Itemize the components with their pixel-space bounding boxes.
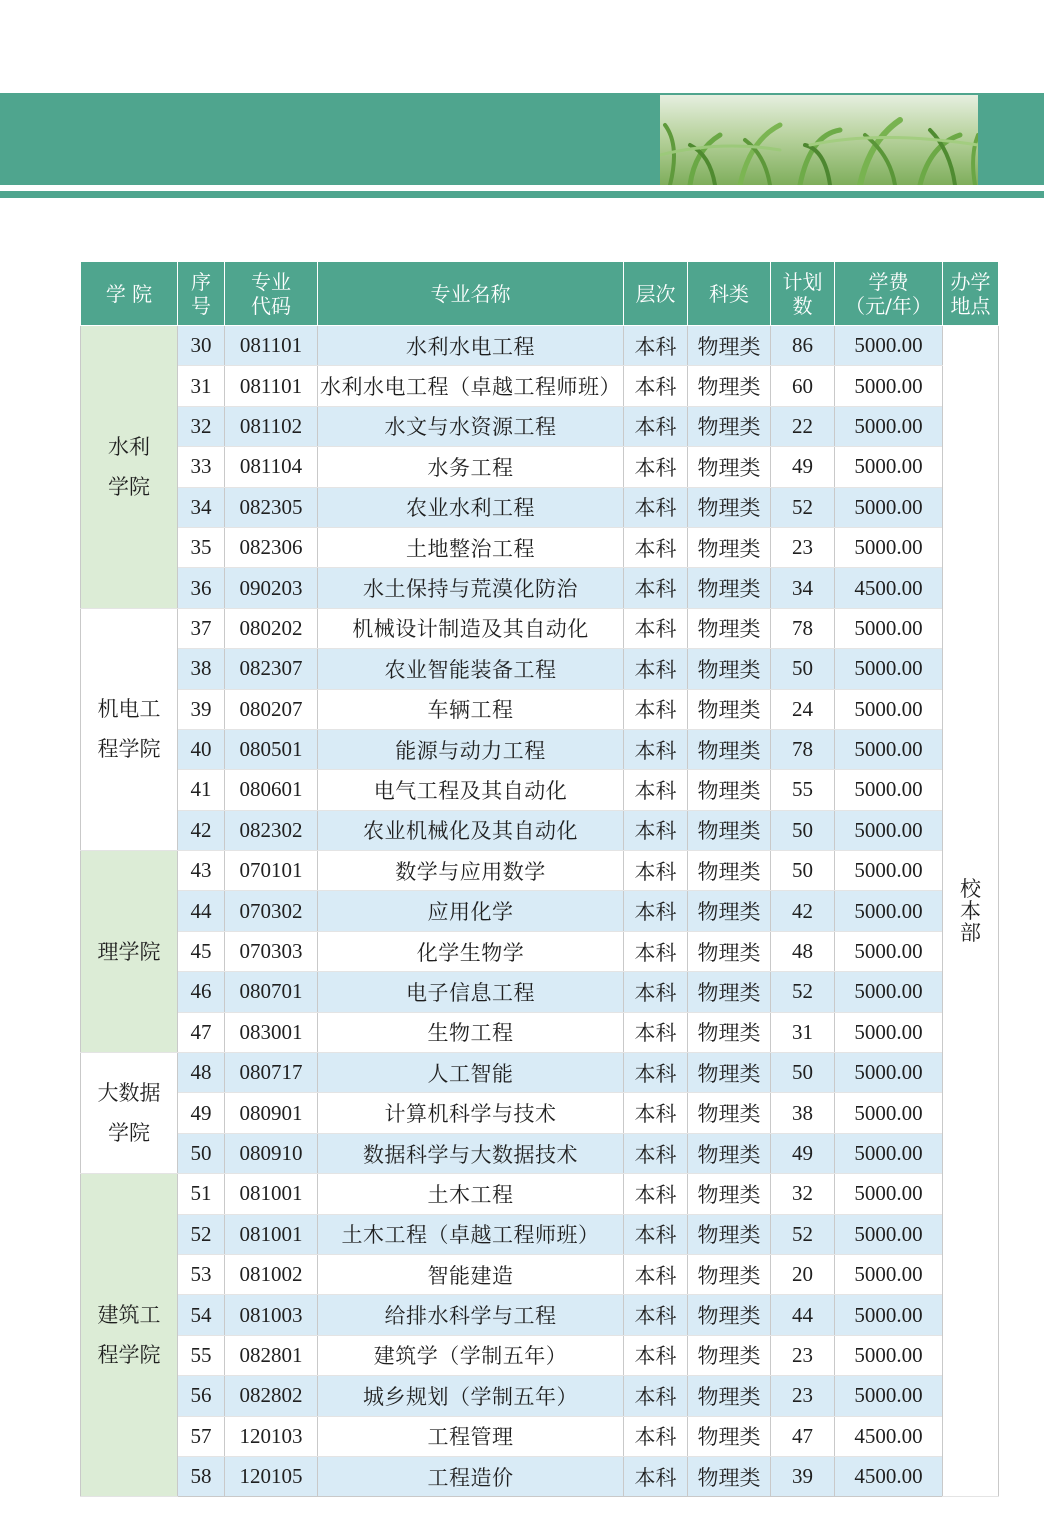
table-row	[81, 1012, 999, 1052]
tuition-cell: 5000.00	[835, 406, 943, 446]
table-row	[81, 608, 999, 648]
seq-cell: 40	[178, 729, 225, 769]
tuition-cell: 5000.00	[835, 891, 943, 931]
table-row	[81, 406, 999, 446]
code-cell: 083001	[225, 1012, 318, 1052]
level-cell: 本科	[624, 487, 688, 527]
tuition-cell: 5000.00	[835, 810, 943, 850]
tuition-cell: 5000.00	[835, 851, 943, 891]
level-cell: 本科	[624, 1214, 688, 1254]
seq-cell: 55	[178, 1335, 225, 1375]
major-name-cell: 车辆工程	[318, 689, 624, 729]
col-code: 专业 代码	[225, 262, 318, 326]
level-cell: 本科	[624, 891, 688, 931]
col-name: 专业名称	[318, 262, 624, 326]
tuition-cell: 5000.00	[835, 1133, 943, 1173]
plan-count-cell: 78	[771, 608, 835, 648]
tuition-cell: 5000.00	[835, 1376, 943, 1416]
plan-count-cell: 86	[771, 326, 835, 366]
major-name-cell: 土木工程（卓越工程师班）	[318, 1214, 624, 1254]
level-cell: 本科	[624, 972, 688, 1012]
table-row	[81, 1254, 999, 1294]
table-header-row	[81, 262, 999, 326]
plan-count-cell: 22	[771, 406, 835, 446]
tuition-cell: 5000.00	[835, 1174, 943, 1214]
seq-cell: 32	[178, 406, 225, 446]
level-cell: 本科	[624, 1133, 688, 1173]
level-cell: 本科	[624, 931, 688, 971]
enrollment-plan-table	[80, 261, 999, 1497]
category-cell: 物理类	[688, 608, 771, 648]
category-cell: 物理类	[688, 1295, 771, 1335]
level-cell: 本科	[624, 366, 688, 406]
seq-cell: 44	[178, 891, 225, 931]
seq-cell: 48	[178, 1053, 225, 1093]
table-row	[81, 931, 999, 971]
col-campus: 办学 地点	[943, 262, 999, 326]
college-cell: 建筑工 程学院	[81, 1174, 178, 1497]
table-row	[81, 1214, 999, 1254]
seq-cell: 53	[178, 1254, 225, 1294]
seq-cell: 30	[178, 326, 225, 366]
category-cell: 物理类	[688, 568, 771, 608]
level-cell: 本科	[624, 406, 688, 446]
tuition-cell: 5000.00	[835, 972, 943, 1012]
plan-count-cell: 50	[771, 810, 835, 850]
category-cell: 物理类	[688, 1376, 771, 1416]
plan-count-cell: 50	[771, 649, 835, 689]
tuition-cell: 5000.00	[835, 649, 943, 689]
level-cell: 本科	[624, 1456, 688, 1496]
major-name-cell: 城乡规划（学制五年）	[318, 1376, 624, 1416]
level-cell: 本科	[624, 1174, 688, 1214]
level-cell: 本科	[624, 608, 688, 648]
plan-count-cell: 50	[771, 1053, 835, 1093]
table-row	[81, 447, 999, 487]
category-cell: 物理类	[688, 931, 771, 971]
category-cell: 物理类	[688, 487, 771, 527]
college-cell: 机电工 程学院	[81, 608, 178, 850]
plan-count-cell: 44	[771, 1295, 835, 1335]
category-cell: 物理类	[688, 1456, 771, 1496]
college-cell: 大数据 学院	[81, 1053, 178, 1174]
tuition-cell: 5000.00	[835, 447, 943, 487]
table-row	[81, 1376, 999, 1416]
code-cell: 081101	[225, 326, 318, 366]
major-name-cell: 水利水电工程（卓越工程师班）	[318, 366, 624, 406]
level-cell: 本科	[624, 527, 688, 567]
col-fee: 学费 （元/年）	[835, 262, 943, 326]
major-name-cell: 应用化学	[318, 891, 624, 931]
code-cell: 120105	[225, 1456, 318, 1496]
code-cell: 081104	[225, 447, 318, 487]
code-cell: 080701	[225, 972, 318, 1012]
major-name-cell: 电气工程及其自动化	[318, 770, 624, 810]
code-cell: 081002	[225, 1254, 318, 1294]
code-cell: 070303	[225, 931, 318, 971]
tuition-cell: 5000.00	[835, 1295, 943, 1335]
level-cell: 本科	[624, 1053, 688, 1093]
seq-cell: 45	[178, 931, 225, 971]
level-cell: 本科	[624, 1335, 688, 1375]
table-row	[81, 851, 999, 891]
seq-cell: 52	[178, 1214, 225, 1254]
major-name-cell: 建筑学（学制五年）	[318, 1335, 624, 1375]
category-cell: 物理类	[688, 851, 771, 891]
category-cell: 物理类	[688, 366, 771, 406]
code-cell: 081102	[225, 406, 318, 446]
code-cell: 070302	[225, 891, 318, 931]
major-name-cell: 土地整治工程	[318, 527, 624, 567]
major-name-cell: 智能建造	[318, 1254, 624, 1294]
seq-cell: 33	[178, 447, 225, 487]
plan-count-cell: 49	[771, 1133, 835, 1173]
code-cell: 082305	[225, 487, 318, 527]
col-college: 学 院	[81, 262, 178, 326]
major-name-cell: 能源与动力工程	[318, 729, 624, 769]
tuition-cell: 5000.00	[835, 608, 943, 648]
plan-count-cell: 39	[771, 1456, 835, 1496]
category-cell: 物理类	[688, 649, 771, 689]
table-row	[81, 366, 999, 406]
plan-count-cell: 50	[771, 851, 835, 891]
seq-cell: 49	[178, 1093, 225, 1133]
level-cell: 本科	[624, 689, 688, 729]
tuition-cell: 5000.00	[835, 729, 943, 769]
table-row	[81, 1133, 999, 1173]
level-cell: 本科	[624, 810, 688, 850]
col-category: 科类	[688, 262, 771, 326]
level-cell: 本科	[624, 1254, 688, 1294]
table-row	[81, 891, 999, 931]
table-row	[81, 770, 999, 810]
table-row	[81, 568, 999, 608]
col-level: 层次	[624, 262, 688, 326]
header-rule	[0, 191, 1044, 198]
category-cell: 物理类	[688, 689, 771, 729]
category-cell: 物理类	[688, 406, 771, 446]
seq-cell: 51	[178, 1174, 225, 1214]
plan-count-cell: 34	[771, 568, 835, 608]
tuition-cell: 5000.00	[835, 1254, 943, 1294]
table-row	[81, 527, 999, 567]
code-cell: 082801	[225, 1335, 318, 1375]
category-cell: 物理类	[688, 447, 771, 487]
tuition-cell: 5000.00	[835, 770, 943, 810]
seq-cell: 50	[178, 1133, 225, 1173]
major-name-cell: 人工智能	[318, 1053, 624, 1093]
col-plan: 计划 数	[771, 262, 835, 326]
seq-cell: 54	[178, 1295, 225, 1335]
category-cell: 物理类	[688, 1093, 771, 1133]
category-cell: 物理类	[688, 1214, 771, 1254]
major-name-cell: 农业机械化及其自动化	[318, 810, 624, 850]
plan-count-cell: 55	[771, 770, 835, 810]
major-name-cell: 给排水科学与工程	[318, 1295, 624, 1335]
plan-count-cell: 52	[771, 487, 835, 527]
plan-count-cell: 23	[771, 1376, 835, 1416]
seq-cell: 35	[178, 527, 225, 567]
table-row	[81, 1416, 999, 1456]
seq-cell: 38	[178, 649, 225, 689]
plan-count-cell: 23	[771, 527, 835, 567]
seq-cell: 37	[178, 608, 225, 648]
code-cell: 080601	[225, 770, 318, 810]
major-name-cell: 农业智能装备工程	[318, 649, 624, 689]
code-cell: 080910	[225, 1133, 318, 1173]
table-row	[81, 487, 999, 527]
code-cell: 080501	[225, 729, 318, 769]
code-cell: 082302	[225, 810, 318, 850]
tuition-cell: 4500.00	[835, 1456, 943, 1496]
table-row	[81, 1174, 999, 1214]
plan-count-cell: 52	[771, 1214, 835, 1254]
major-name-cell: 数学与应用数学	[318, 851, 624, 891]
seq-cell: 56	[178, 1376, 225, 1416]
table-row	[81, 326, 999, 366]
tuition-cell: 5000.00	[835, 326, 943, 366]
code-cell: 081001	[225, 1174, 318, 1214]
major-name-cell: 计算机科学与技术	[318, 1093, 624, 1133]
college-cell: 水利 学院	[81, 326, 178, 609]
code-cell: 080202	[225, 608, 318, 648]
table-row	[81, 1053, 999, 1093]
code-cell: 120103	[225, 1416, 318, 1456]
major-name-cell: 工程造价	[318, 1456, 624, 1496]
seq-cell: 34	[178, 487, 225, 527]
level-cell: 本科	[624, 447, 688, 487]
level-cell: 本科	[624, 1012, 688, 1052]
seq-cell: 39	[178, 689, 225, 729]
tuition-cell: 4500.00	[835, 568, 943, 608]
code-cell: 080901	[225, 1093, 318, 1133]
major-name-cell: 水文与水资源工程	[318, 406, 624, 446]
category-cell: 物理类	[688, 972, 771, 1012]
tuition-cell: 5000.00	[835, 1012, 943, 1052]
table-row	[81, 1295, 999, 1335]
seq-cell: 46	[178, 972, 225, 1012]
level-cell: 本科	[624, 1295, 688, 1335]
plan-count-cell: 60	[771, 366, 835, 406]
major-name-cell: 电子信息工程	[318, 972, 624, 1012]
plan-count-cell: 52	[771, 972, 835, 1012]
cornfield-photo	[660, 95, 978, 185]
campus-cell: 校 本 部	[943, 326, 999, 1497]
major-name-cell: 工程管理	[318, 1416, 624, 1456]
tuition-cell: 5000.00	[835, 1214, 943, 1254]
table-row	[81, 972, 999, 1012]
major-name-cell: 水土保持与荒漠化防治	[318, 568, 624, 608]
seq-cell: 57	[178, 1416, 225, 1456]
category-cell: 物理类	[688, 1012, 771, 1052]
col-seq: 序 号	[178, 262, 225, 326]
seq-cell: 41	[178, 770, 225, 810]
plan-count-cell: 24	[771, 689, 835, 729]
code-cell: 082306	[225, 527, 318, 567]
major-name-cell: 机械设计制造及其自动化	[318, 608, 624, 648]
plan-count-cell: 38	[771, 1093, 835, 1133]
code-cell: 081101	[225, 366, 318, 406]
plan-count-cell: 20	[771, 1254, 835, 1294]
code-cell: 081001	[225, 1214, 318, 1254]
seq-cell: 42	[178, 810, 225, 850]
tuition-cell: 5000.00	[835, 487, 943, 527]
code-cell: 080717	[225, 1053, 318, 1093]
major-name-cell: 化学生物学	[318, 931, 624, 971]
level-cell: 本科	[624, 326, 688, 366]
major-name-cell: 水务工程	[318, 447, 624, 487]
category-cell: 物理类	[688, 1053, 771, 1093]
level-cell: 本科	[624, 851, 688, 891]
level-cell: 本科	[624, 568, 688, 608]
seq-cell: 47	[178, 1012, 225, 1052]
code-cell: 081003	[225, 1295, 318, 1335]
table-row	[81, 649, 999, 689]
level-cell: 本科	[624, 770, 688, 810]
tuition-cell: 5000.00	[835, 931, 943, 971]
category-cell: 物理类	[688, 1335, 771, 1375]
level-cell: 本科	[624, 649, 688, 689]
category-cell: 物理类	[688, 1254, 771, 1294]
plan-count-cell: 42	[771, 891, 835, 931]
tuition-cell: 5000.00	[835, 1335, 943, 1375]
table-row	[81, 689, 999, 729]
tuition-cell: 5000.00	[835, 366, 943, 406]
code-cell: 080207	[225, 689, 318, 729]
table-row	[81, 1093, 999, 1133]
plan-count-cell: 47	[771, 1416, 835, 1456]
level-cell: 本科	[624, 1376, 688, 1416]
plan-count-cell: 48	[771, 931, 835, 971]
seq-cell: 43	[178, 851, 225, 891]
plan-count-cell: 23	[771, 1335, 835, 1375]
tuition-cell: 4500.00	[835, 1416, 943, 1456]
major-name-cell: 土木工程	[318, 1174, 624, 1214]
table-row	[81, 810, 999, 850]
category-cell: 物理类	[688, 770, 771, 810]
major-name-cell: 生物工程	[318, 1012, 624, 1052]
major-name-cell: 农业水利工程	[318, 487, 624, 527]
code-cell: 082307	[225, 649, 318, 689]
category-cell: 物理类	[688, 810, 771, 850]
category-cell: 物理类	[688, 527, 771, 567]
seq-cell: 36	[178, 568, 225, 608]
category-cell: 物理类	[688, 891, 771, 931]
level-cell: 本科	[624, 1416, 688, 1456]
tuition-cell: 5000.00	[835, 1053, 943, 1093]
college-cell: 理学院	[81, 851, 178, 1053]
level-cell: 本科	[624, 729, 688, 769]
plan-count-cell: 49	[771, 447, 835, 487]
category-cell: 物理类	[688, 1174, 771, 1214]
plan-count-cell: 32	[771, 1174, 835, 1214]
category-cell: 物理类	[688, 1416, 771, 1456]
table-row	[81, 729, 999, 769]
major-name-cell: 水利水电工程	[318, 326, 624, 366]
table-row	[81, 1456, 999, 1496]
seq-cell: 31	[178, 366, 225, 406]
major-name-cell: 数据科学与大数据技术	[318, 1133, 624, 1173]
category-cell: 物理类	[688, 729, 771, 769]
category-cell: 物理类	[688, 326, 771, 366]
tuition-cell: 5000.00	[835, 689, 943, 729]
tuition-cell: 5000.00	[835, 1093, 943, 1133]
level-cell: 本科	[624, 1093, 688, 1133]
code-cell: 070101	[225, 851, 318, 891]
category-cell: 物理类	[688, 1133, 771, 1173]
plan-count-cell: 31	[771, 1012, 835, 1052]
seq-cell: 58	[178, 1456, 225, 1496]
code-cell: 090203	[225, 568, 318, 608]
table-row	[81, 1335, 999, 1375]
tuition-cell: 5000.00	[835, 527, 943, 567]
code-cell: 082802	[225, 1376, 318, 1416]
plan-count-cell: 78	[771, 729, 835, 769]
